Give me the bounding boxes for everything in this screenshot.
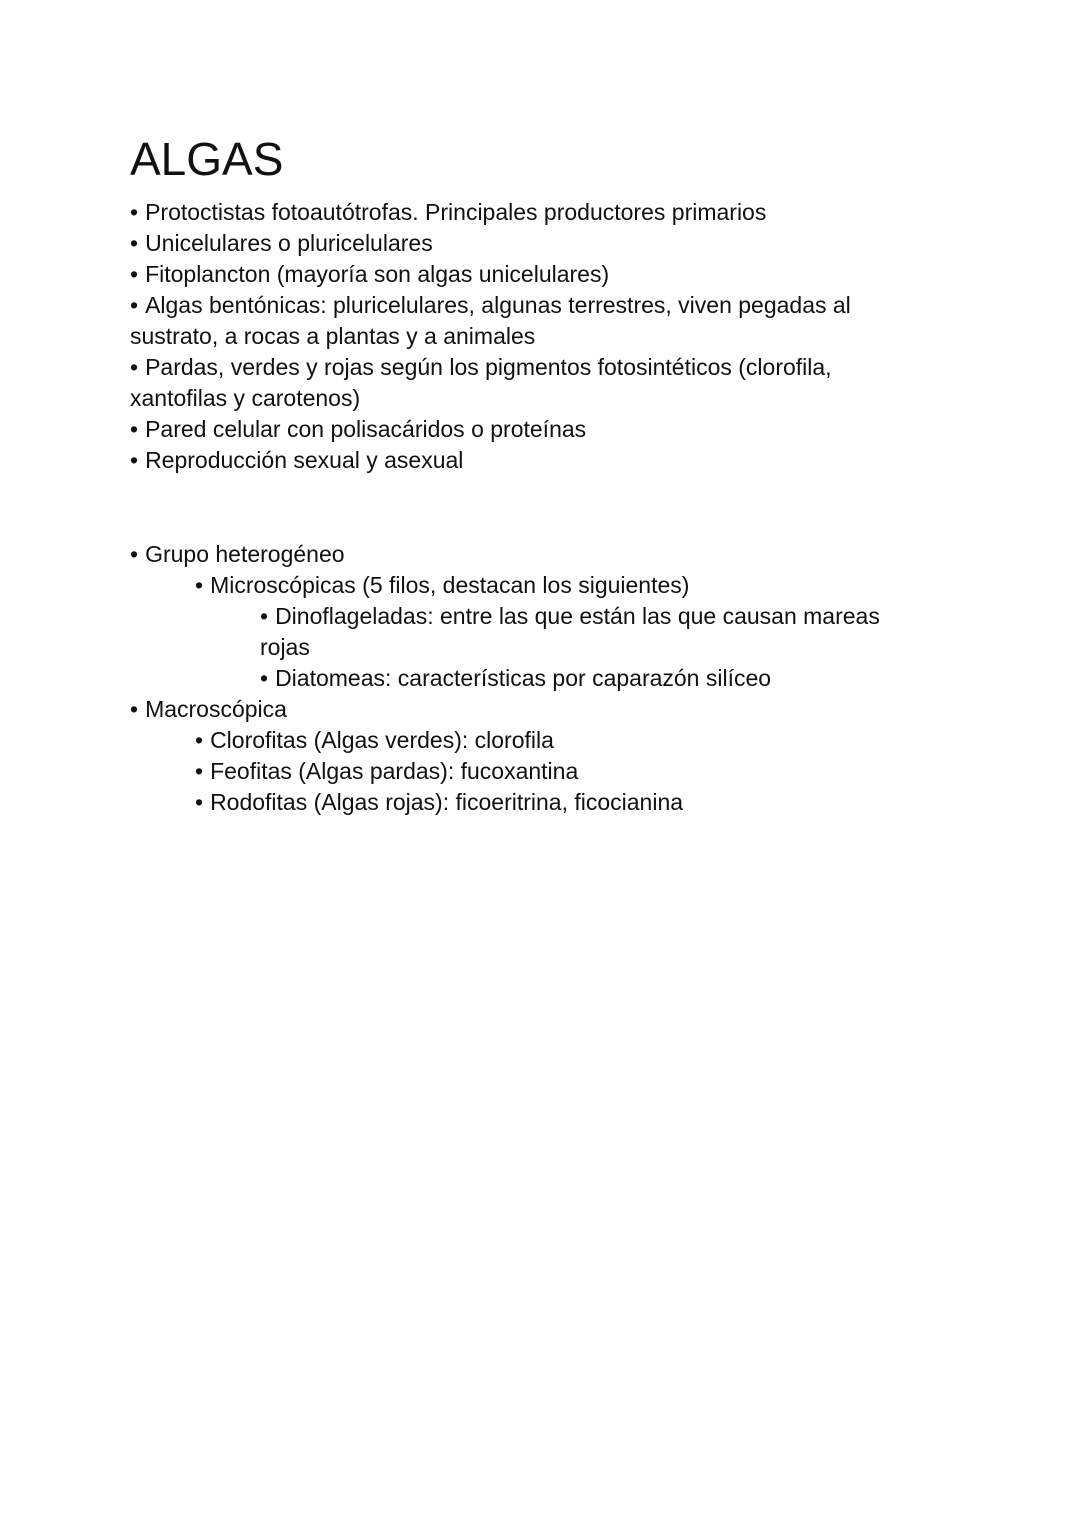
list-item-feofitas: • Feofitas (Algas pardas): fucoxantina [130, 756, 920, 787]
list-item: • Unicelulares o pluricelulares [130, 228, 920, 259]
list-item-microscopicas: • Microscópicas (5 filos, destacan los siguientes) [130, 570, 920, 601]
page-title: ALGAS [130, 133, 284, 185]
list-item: • Pardas, verdes y rojas según los pigmentos fotosintéticos (clorofila, xantofilas y carotenos) [130, 352, 920, 414]
list-item: • Protoctistas fotoautótrofas. Principales productores primarios [130, 197, 920, 228]
classification-list [130, 539, 920, 818]
list-item-grupo: • Grupo heterogéneo [130, 539, 920, 570]
list-item-dinoflageladas: • Dinoflageladas: entre las que están las que causan mareas rojas [130, 601, 900, 663]
list-item: • Fitoplancton (mayoría son algas unicelulares) [130, 259, 920, 290]
list-item-clorofitas: • Clorofitas (Algas verdes): clorofila [130, 725, 920, 756]
list-item-diatomeas: • Diatomeas: características por caparazón silíceo [130, 663, 900, 694]
list-item: • Pared celular con polisacáridos o proteínas [130, 414, 920, 445]
properties-list [130, 197, 920, 476]
list-item-macroscopica: • Macroscópica [130, 694, 920, 725]
list-item: • Algas bentónicas: pluricelulares, algunas terrestres, viven pegadas al sustrato, a rocas a plantas y a animales [130, 290, 920, 352]
list-item-rodofitas: • Rodofitas (Algas rojas): ficoeritrina, ficocianina [130, 787, 920, 818]
list-item: • Reproducción sexual y asexual [130, 445, 920, 476]
